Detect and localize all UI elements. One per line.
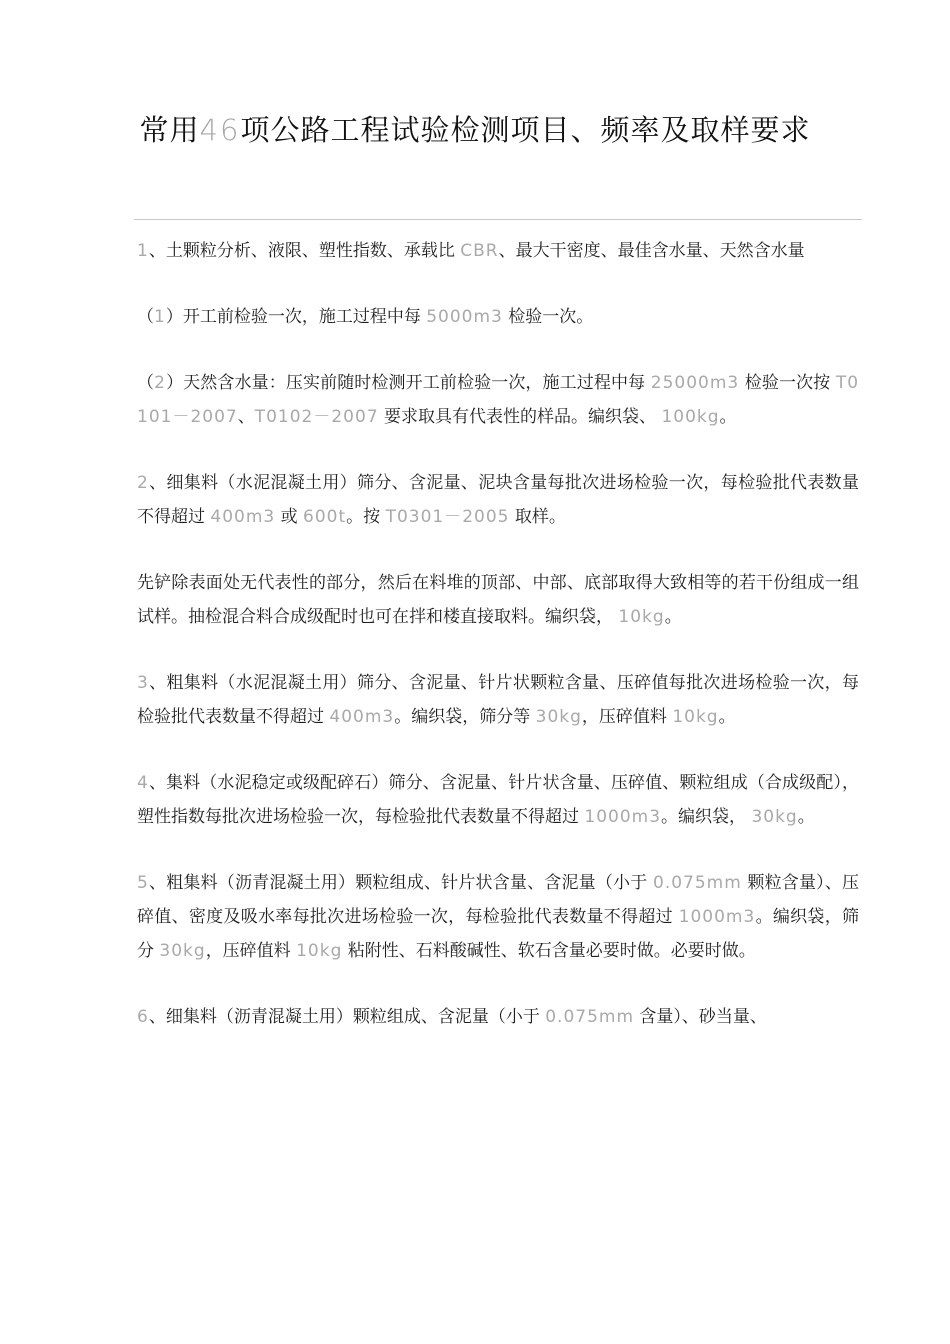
text-segment: 。 xyxy=(664,607,682,627)
text-segment: 粘附性、石料酸碱性、软石含量必要时做。必要时做。 xyxy=(342,941,756,961)
text-segment: ，压碎值料 xyxy=(581,707,673,727)
text-segment: （ xyxy=(137,307,154,327)
numeric-value: 4 xyxy=(137,773,149,793)
numeric-value: T0102－2007 xyxy=(254,407,379,427)
paragraph-p9 xyxy=(137,1000,859,1034)
paragraph-p1 xyxy=(137,234,859,268)
text-segment: 。 xyxy=(718,707,736,727)
text-segment: 、细集料（水泥混凝土用）筛分、含泥量、泥块含量每批次进场检验一次，每检验批代表数量不得超过 xyxy=(137,473,859,527)
text-segment: 颗粒含量）、压碎值、密度及吸水率每批次进场检验一次，每检验批代表数量不得超过 xyxy=(137,873,860,927)
paragraph-p7 xyxy=(137,766,859,834)
numeric-value: T0301－2005 xyxy=(385,507,510,527)
numeric-value: 10kg xyxy=(296,941,343,961)
numeric-value: CBR xyxy=(460,241,499,261)
text-segment: 检验一次。 xyxy=(502,307,594,327)
text-segment: ，压碎值料 xyxy=(205,941,297,961)
text-segment: 检验一次按 xyxy=(739,373,836,393)
text-segment: ）开工前检验一次，施工过程中每 xyxy=(165,307,427,327)
text-segment: （ xyxy=(137,373,155,393)
paragraph-p6 xyxy=(137,666,859,734)
title-suffix: 项公路工程试验检测项目、频率及取样要求 xyxy=(240,113,811,147)
numeric-value: T0101－2007 xyxy=(137,373,860,427)
document-body xyxy=(137,234,859,1066)
paragraph-p8 xyxy=(137,866,859,968)
numeric-value: 30kg xyxy=(751,807,798,827)
text-segment: 、粗集料（水泥混凝土用）筛分、含泥量、针片状颗粒含量、压碎值每批次进场检验一次，每检验批代表数量不得超过 xyxy=(137,673,859,727)
numeric-value: 5 xyxy=(137,873,149,893)
paragraph-p5 xyxy=(137,566,859,634)
numeric-value: 2 xyxy=(137,473,149,493)
text-segment: 、集料（水泥稳定或级配碎石）筛分、含泥量、针片状含量、压碎值、颗粒组成（合成级配），塑性指数每批次进场检验一次，每检验批代表数量不得超过 xyxy=(137,773,859,827)
paragraph-p4 xyxy=(137,466,859,534)
text-segment: 取样。 xyxy=(509,507,566,527)
title-prefix: 常用 xyxy=(139,113,200,147)
text-segment: ）天然含水量：压实前随时检测开工前检验一次，施工过程中每 xyxy=(165,373,651,393)
text-segment: 、 xyxy=(237,407,255,427)
text-segment: 。 xyxy=(797,807,815,827)
numeric-value: 5000m3 xyxy=(426,307,503,327)
text-segment: 、最大干密度、最佳含水量、天然含水量 xyxy=(498,241,805,261)
text-segment: 要求取具有代表性的样品。编织袋、 xyxy=(378,407,662,427)
numeric-value: 2 xyxy=(154,373,166,393)
text-segment: 或 xyxy=(275,507,304,527)
text-segment: 、土颗粒分析、液限、塑性指数、承载比 xyxy=(148,241,461,261)
text-segment: 。编织袋，筛分等 xyxy=(394,707,536,727)
numeric-value: 10kg xyxy=(672,707,719,727)
numeric-value: 1 xyxy=(154,307,166,327)
text-segment: 先铲除表面处无代表性的部分，然后在料堆的顶部、中部、底部取得大致相等的若干份组成一组试样。抽检混合料合成级配时也可在拌和楼直接取料。编织袋， xyxy=(137,573,859,627)
numeric-value: 3 xyxy=(137,673,149,693)
numeric-value: 30kg xyxy=(535,707,582,727)
title-number: 46 xyxy=(199,113,241,147)
numeric-value: 0.075mm xyxy=(545,1007,635,1027)
numeric-value: 0.075mm xyxy=(653,873,742,893)
numeric-value: 25000m3 xyxy=(650,373,740,393)
numeric-value: 400m3 xyxy=(210,507,276,527)
numeric-value: 30kg xyxy=(159,941,206,961)
numeric-value: 1 xyxy=(137,241,149,261)
numeric-value: 600t xyxy=(303,507,347,527)
text-segment: 。编织袋，筛分 xyxy=(137,907,860,961)
numeric-value: 100kg xyxy=(661,407,720,427)
numeric-value: 1000m3 xyxy=(678,907,756,927)
text-segment: 。 xyxy=(719,407,737,427)
numeric-value: 400m3 xyxy=(329,707,395,727)
numeric-value: 1000m3 xyxy=(584,807,662,827)
text-segment: 、细集料（沥青混凝土用）颗粒组成、含泥量（小于 xyxy=(148,1007,546,1027)
text-segment: 。按 xyxy=(346,507,386,527)
paragraph-p2 xyxy=(137,300,859,334)
text-segment: 。编织袋， xyxy=(661,807,752,827)
numeric-value: 6 xyxy=(137,1007,149,1027)
title-divider xyxy=(134,219,862,220)
paragraph-p3 xyxy=(137,366,859,434)
numeric-value: 10kg xyxy=(618,607,665,627)
text-segment: 、粗集料（沥青混凝土用）颗粒组成、针片状含量、含泥量（小于 xyxy=(148,873,653,893)
text-segment: 含量）、砂当量、 xyxy=(634,1007,767,1027)
document-title xyxy=(0,108,950,149)
